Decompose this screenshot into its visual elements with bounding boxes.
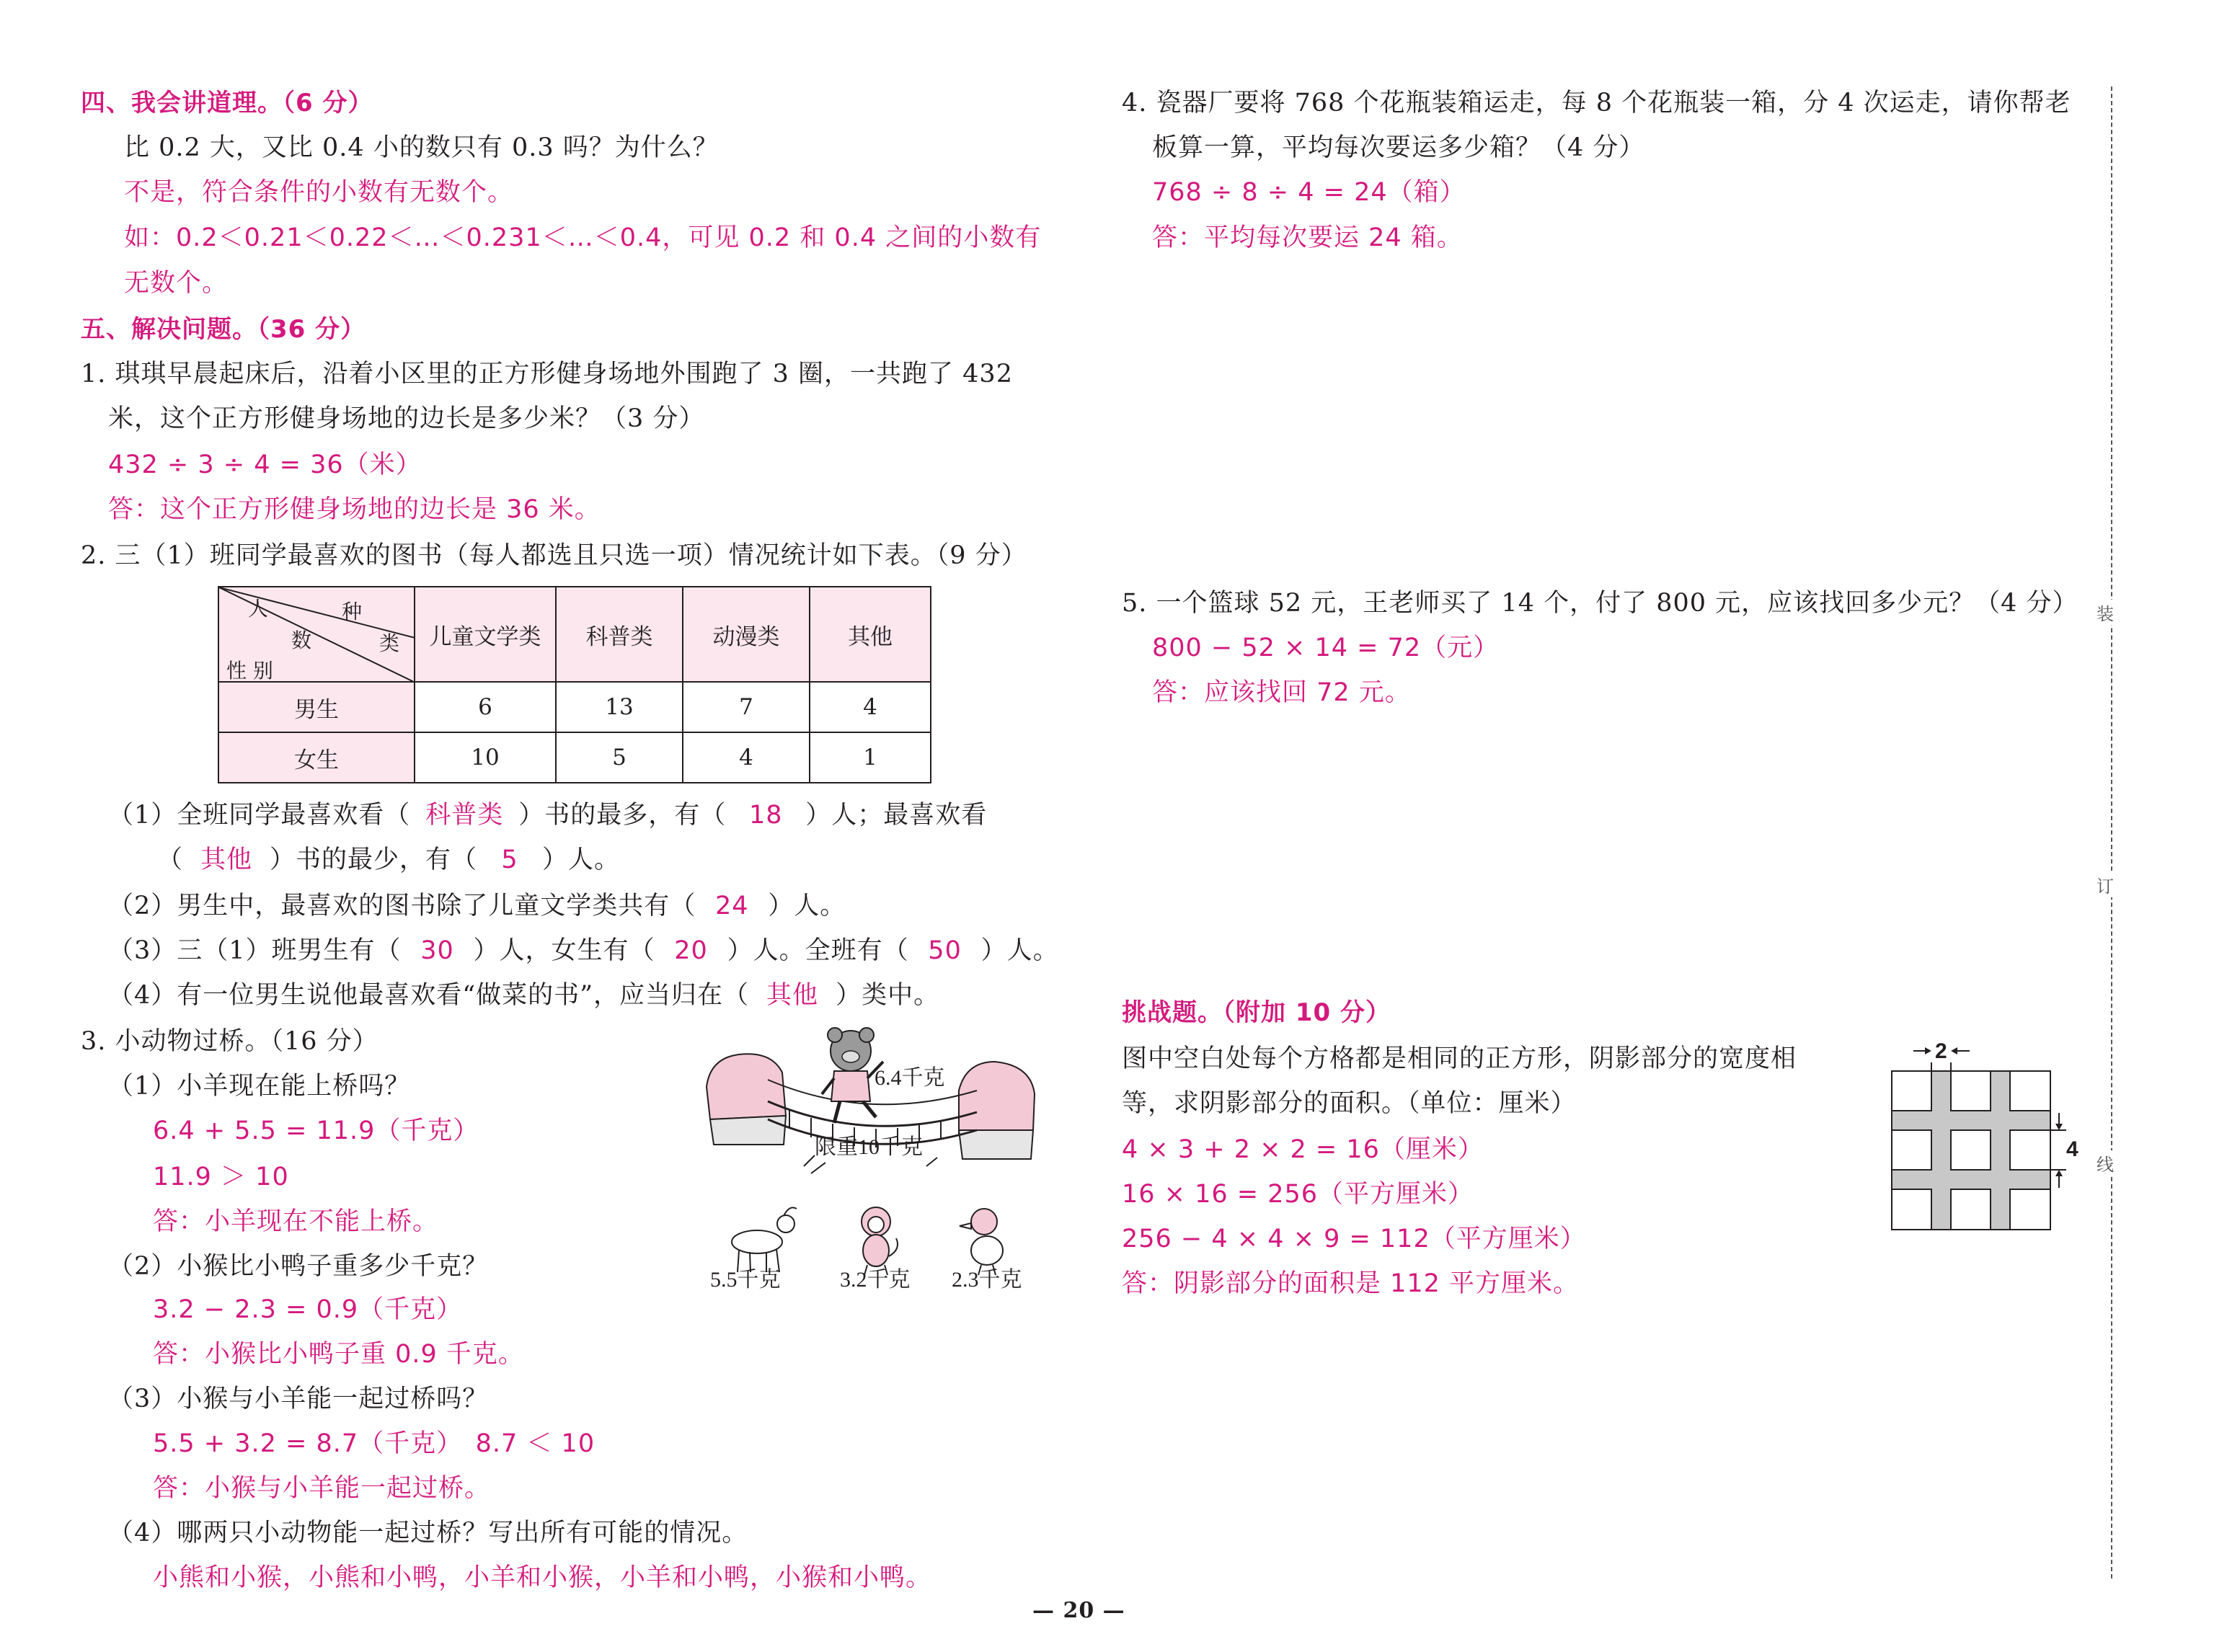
challenge-calc2: 16 × 16 = 256（平方厘米） bbox=[1122, 1180, 1474, 1209]
q3-heading: 3. 小动物过桥。（16 分） bbox=[81, 1027, 378, 1056]
q3-p3: （3）小猴与小羊能一起过桥吗？ bbox=[108, 1385, 489, 1413]
q2-sub2: （2）男生中，最喜欢的图书除了儿童文学类共有（ 24 ）人。 bbox=[108, 892, 846, 920]
margin-char: 装 bbox=[2097, 600, 2114, 625]
q1-line1: 1. 琪琪早晨起床后，沿着小区里的正方形健身场地外围跑了 3 圈，一共跑了 432 bbox=[81, 360, 1013, 388]
corner-label-ren: 人 bbox=[248, 597, 269, 621]
q3-p2-answer: 答：小猴比小鸭子重 0.9 千克。 bbox=[153, 1340, 524, 1369]
q1-answer: 答：这个正方形健身场地的边长是 36 米。 bbox=[108, 495, 601, 524]
table-row bbox=[218, 732, 931, 783]
table-row bbox=[218, 682, 931, 732]
q3-p3-calc: 5.5 + 3.2 = 8.7（千克） 8.7 ＜ 10 bbox=[153, 1429, 596, 1458]
section4-answer-line1: 不是，符合条件的小数有无数个。 bbox=[124, 178, 514, 207]
q1-line2: 米，这个正方形健身场地的边长是多少米？（3 分） bbox=[108, 404, 705, 433]
row-header: 男生 bbox=[218, 682, 415, 732]
q3-p2: （2）小猴比小鸭子重多少千克？ bbox=[108, 1252, 489, 1281]
column-header: 儿童文学类 bbox=[415, 587, 556, 682]
margin-char: 订 bbox=[2097, 872, 2114, 897]
q3-p1: （1）小羊现在能上桥吗？ bbox=[108, 1072, 411, 1101]
grid-width-label: 2 bbox=[1935, 1039, 1947, 1063]
section4-answer-line3: 无数个。 bbox=[124, 269, 229, 298]
q4-answer: 答：平均每次要运 24 箱。 bbox=[1152, 223, 1463, 252]
fill-answer: 18 bbox=[749, 801, 783, 830]
column-header: 动漫类 bbox=[683, 587, 810, 682]
corner-label-gender: 性 别 bbox=[226, 659, 273, 683]
q4-line2: 板算一算，平均每次要运多少箱？（4 分） bbox=[1152, 133, 1645, 162]
table-cell: 6 bbox=[415, 682, 556, 732]
table-cell: 4 bbox=[683, 732, 810, 783]
table-cell: 10 bbox=[415, 732, 556, 783]
q2-sub3: （3）三（1）班男生有（ 30 ）人，女生有（ 20 ）人。全班有（ 50 ）人。 bbox=[108, 936, 1059, 965]
table-corner-cell bbox=[218, 587, 415, 682]
table-cell: 4 bbox=[810, 682, 931, 732]
q3-p4-answer: 小熊和小猴，小熊和小鸭，小羊和小猴，小羊和小鸭，小猴和小鸭。 bbox=[153, 1563, 932, 1592]
q3-p4: （4）哪两只小动物能一起过桥？写出所有可能的情况。 bbox=[108, 1519, 748, 1547]
fill-answer: 其他 bbox=[766, 981, 819, 1010]
table-cell: 1 bbox=[810, 732, 931, 783]
fill-answer: 30 bbox=[420, 936, 454, 965]
corner-label-lei: 类 bbox=[379, 631, 400, 655]
bear-weight-label: 6.4千克 bbox=[875, 1066, 945, 1090]
margin-char: 线 bbox=[2097, 1150, 2114, 1176]
q3-p2-calc: 3.2 − 2.3 = 0.9（千克） bbox=[153, 1295, 463, 1324]
fill-answer: 科普类 bbox=[425, 801, 504, 830]
q4-calc: 768 ÷ 8 ÷ 4 = 24（箱） bbox=[1152, 178, 1466, 207]
q5-calc: 800 − 52 × 14 = 72（元） bbox=[1152, 634, 1500, 662]
challenge-line2: 等，求阴影部分的面积。（单位：厘米） bbox=[1122, 1089, 1577, 1118]
bridge-limit-label: 限重10千克 bbox=[815, 1135, 923, 1159]
book-stats-table bbox=[218, 586, 931, 783]
table-cell: 7 bbox=[683, 682, 810, 732]
q3-p1-calc2: 11.9 ＞ 10 bbox=[153, 1163, 289, 1191]
animal-bridge-illustration bbox=[703, 1022, 1042, 1296]
section4-question: 比 0.2 大，又比 0.4 小的数只有 0.3 吗？为什么？ bbox=[124, 133, 719, 162]
grid-drawing bbox=[1877, 1035, 2079, 1244]
column-header: 科普类 bbox=[556, 587, 683, 682]
fill-answer: 24 bbox=[715, 892, 749, 920]
goat-weight-label: 5.5千克 bbox=[710, 1268, 781, 1292]
binding-margin-line bbox=[2111, 86, 2112, 1578]
q2-sub1-line1: （1）全班同学最喜欢看（ 科普类 ）书的最多，有（ 18 ）人；最喜欢看 bbox=[108, 801, 988, 830]
row-header: 女生 bbox=[218, 732, 415, 783]
fill-answer: 20 bbox=[674, 936, 708, 965]
monkey-weight-label: 3.2千克 bbox=[840, 1268, 911, 1292]
challenge-answer: 答：阴影部分的面积是 112 平方厘米。 bbox=[1122, 1269, 1580, 1298]
table-cell: 5 bbox=[556, 732, 683, 783]
corner-label-zhong: 种 bbox=[342, 600, 363, 623]
column-header: 其他 bbox=[810, 587, 931, 682]
challenge-line1: 图中空白处每个方格都是相同的正方形，阴影部分的宽度相 bbox=[1122, 1044, 1797, 1073]
q4-line1: 4. 瓷器厂要将 768 个花瓶装箱运走，每 8 个花瓶装一箱，分 4 次运走，请你帮老 bbox=[1122, 89, 2071, 117]
q2-line1: 2. 三（1）班同学最喜欢的图书（每人都选且只选一项）情况统计如下表。（9 分） bbox=[81, 541, 1027, 570]
duck-weight-label: 2.3千克 bbox=[952, 1268, 1022, 1292]
q1-calc: 432 ÷ 3 ÷ 4 = 36（米） bbox=[108, 450, 422, 479]
table-cell: 13 bbox=[556, 682, 683, 732]
section4-answer-line2: 如：0.2＜0.21＜0.22＜…＜0.231＜…＜0.4，可见 0.2 和 0.4 之间的小数有 bbox=[124, 223, 1042, 252]
page-number: — 20 — bbox=[1032, 1598, 1125, 1623]
q2-sub1-line2: （ 其他 ）书的最少，有（ 5 ）人。 bbox=[157, 845, 621, 874]
grid-height-label: 4 bbox=[2066, 1137, 2078, 1161]
corner-label-shu: 数 bbox=[291, 629, 312, 652]
challenge-calc3: 256 − 4 × 4 × 9 = 112（平方厘米） bbox=[1122, 1225, 1586, 1253]
q5-line1: 5. 一个篮球 52 元，王老师买了 14 个，付了 800 元，应该找回多少元？（4 分） bbox=[1122, 589, 2078, 618]
shaded-grid-figure bbox=[1877, 1035, 2079, 1244]
challenge-heading: 挑战题。（附加 10 分） bbox=[1122, 998, 1391, 1027]
challenge-calc1: 4 × 3 + 2 × 2 = 16（厘米） bbox=[1122, 1135, 1484, 1164]
fill-answer: 其他 bbox=[200, 845, 253, 874]
section4-heading: 四、我会讲道理。（6 分） bbox=[81, 89, 373, 117]
section5-heading: 五、解决问题。（36 分） bbox=[81, 315, 366, 344]
q3-p1-calc1: 6.4 + 5.5 = 11.9（千克） bbox=[153, 1116, 479, 1145]
q3-p3-answer: 答：小猴与小羊能一起过桥。 bbox=[153, 1474, 491, 1503]
q5-answer: 答：应该找回 72 元。 bbox=[1152, 678, 1411, 707]
fill-answer: 50 bbox=[928, 936, 962, 965]
q2-sub4: （4）有一位男生说他最喜欢看“做菜的书”，应当归在（ 其他 ）类中。 bbox=[108, 981, 940, 1010]
q3-p1-answer: 答：小羊现在不能上桥。 bbox=[153, 1207, 439, 1236]
fill-answer: 5 bbox=[501, 845, 518, 874]
